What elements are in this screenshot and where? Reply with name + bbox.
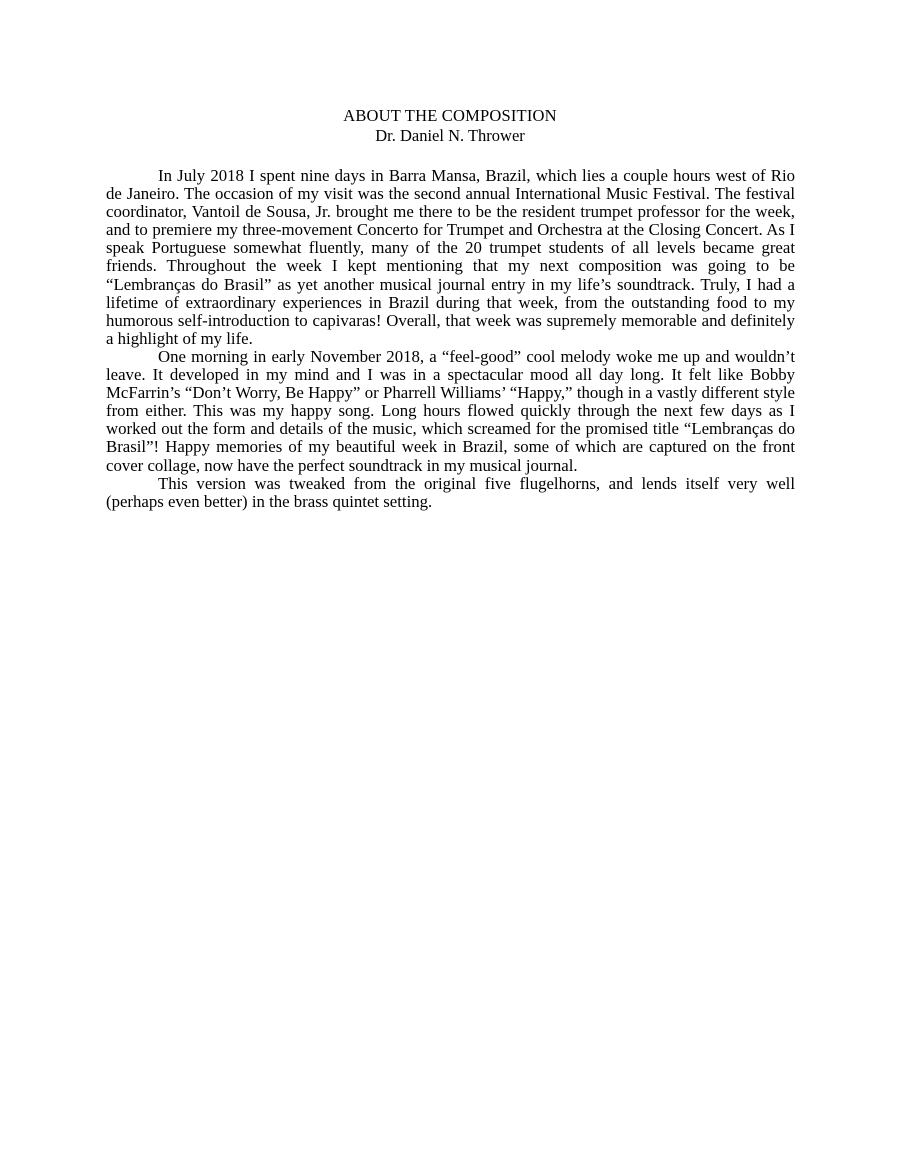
document-header <box>0 106 900 146</box>
paragraph: In July 2018 I spent nine days in Barra Mansa, Brazil, which lies a couple hours west of Rio de Janeiro. The occasion of my visit was the second annual International Music Festival. The festival coordinator, Vantoil de Sousa, Jr. brought me there to be the resident trumpet professor for the week, and to premiere my three-movement Concerto for Trumpet and Orchestra at the Closing Concert. As I speak Portuguese somewhat fluently, many of the 20 trumpet students of all levels became great friends. Throughout the week I kept mentioning that my next composition was going to be “Lembranças do Brasil” as yet another musical journal entry in my life’s soundtrack. Truly, I had a lifetime of extraordinary experiences in Brazil during that week, from the outstanding food to my humorous self-introduction to capivaras! Overall, that week was supremely memorable and definitely a highlight of my life. <box>106 166 795 348</box>
document-title: ABOUT THE COMPOSITION <box>343 106 557 125</box>
paragraph: This version was tweaked from the original five flugelhorns, and lends itself very well (perhaps even better) in the brass quintet setting. <box>106 473 795 511</box>
document-body <box>106 167 795 511</box>
paragraph: One morning in early November 2018, a “feel-good” cool melody woke me up and wouldn’t leave. It developed in my mind and I was in a spectacular mood all day long. It felt like Bobby McFarrin’s “Don’t Worry, Be Happy” or Pharrell Williams’ “Happy,” though in a vastly different style from either. This was my happy song. Long hours flowed quickly through the next few days as I worked out the form and details of the music, which screamed for the promised title “Lembranças do Brasil”! Happy memories of my beautiful week in Brazil, some of which are captured on the front cover collage, now have the perfect soundtrack in my musical journal. <box>106 346 795 475</box>
document-author: Dr. Daniel N. Thrower <box>375 126 525 145</box>
